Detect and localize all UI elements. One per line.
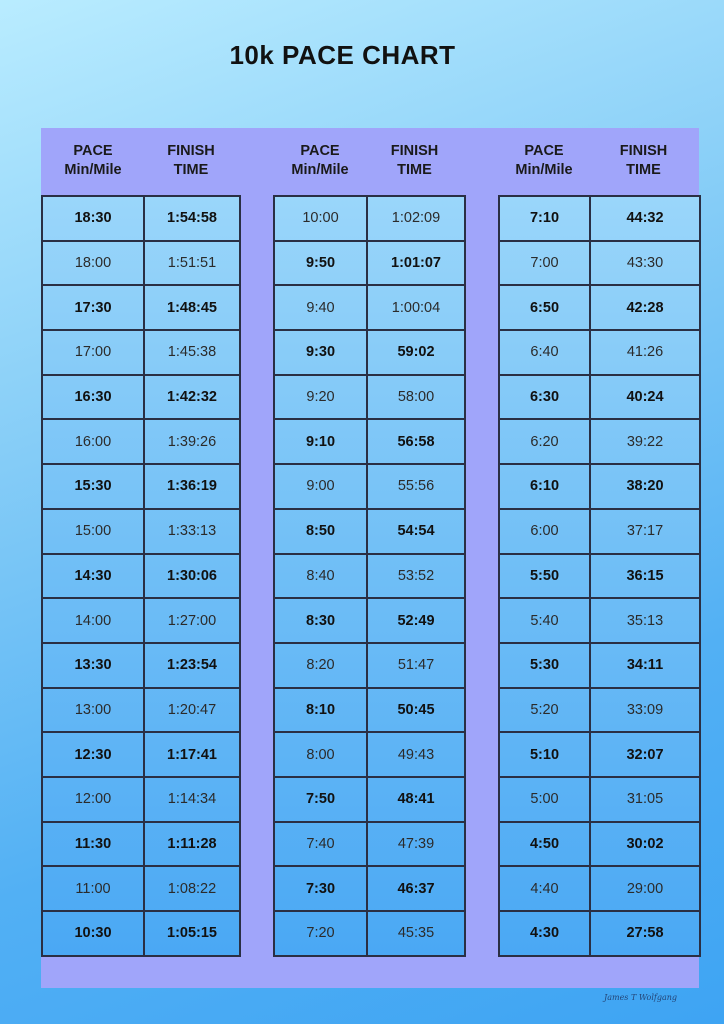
- finish-time-cell: 1:54:58: [144, 196, 240, 241]
- pace-cell: 5:40: [499, 598, 590, 643]
- pace-cell: 7:50: [274, 777, 367, 822]
- finish-time-cell: 1:20:47: [144, 688, 240, 733]
- pace-cell: 9:20: [274, 375, 367, 420]
- table-row: [499, 688, 700, 733]
- table-row: [274, 196, 465, 241]
- pace-cell: 6:30: [499, 375, 590, 420]
- pace-header-3: [499, 142, 589, 180]
- finish-header-line: FINISH: [619, 143, 668, 159]
- pace-cell: 11:30: [42, 822, 144, 867]
- table-row: [499, 777, 700, 822]
- table-row: [42, 732, 240, 777]
- pace-cell: 7:20: [274, 911, 367, 956]
- table-row: [499, 241, 700, 286]
- table-row: [274, 554, 465, 599]
- finish-time-cell: 1:17:41: [144, 732, 240, 777]
- table-row: [42, 598, 240, 643]
- finish-time-cell: 1:48:45: [144, 285, 240, 330]
- table-row: [42, 554, 240, 599]
- table-row: [499, 330, 700, 375]
- pace-cell: 8:00: [274, 732, 367, 777]
- pace-cell: 9:00: [274, 464, 367, 509]
- pace-cell: 12:00: [42, 777, 144, 822]
- pace-cell: 4:50: [499, 822, 590, 867]
- pace-cell: 5:30: [499, 643, 590, 688]
- finish-time-cell: 1:51:51: [144, 241, 240, 286]
- pace-cell: 8:20: [274, 643, 367, 688]
- finish-time-cell: 58:00: [367, 375, 465, 420]
- pace-cell: 5:10: [499, 732, 590, 777]
- finish-time-cell: 1:01:07: [367, 241, 465, 286]
- pace-cell: 16:30: [42, 375, 144, 420]
- pace-table-3: [498, 195, 701, 957]
- table-row: [274, 866, 465, 911]
- finish-time-cell: 27:58: [590, 911, 700, 956]
- finish-time-cell: 43:30: [590, 241, 700, 286]
- finish-time-cell: 1:45:38: [144, 330, 240, 375]
- finish-time-cell: 39:22: [590, 419, 700, 464]
- finish-time-cell: 1:08:22: [144, 866, 240, 911]
- pace-table-2: [273, 195, 466, 957]
- pace-cell: 7:10: [499, 196, 590, 241]
- table-row: [42, 419, 240, 464]
- pace-cell: 14:00: [42, 598, 144, 643]
- finish-time-cell: 1:11:28: [144, 822, 240, 867]
- finish-time-cell: 51:47: [367, 643, 465, 688]
- pace-cell: 4:30: [499, 911, 590, 956]
- finish-header-line: TIME: [626, 162, 661, 178]
- pace-cell: 12:30: [42, 732, 144, 777]
- pace-cell: 6:50: [499, 285, 590, 330]
- finish-header-2: [366, 142, 463, 180]
- table-row: [499, 464, 700, 509]
- table-row: [274, 598, 465, 643]
- pace-cell: 17:00: [42, 330, 144, 375]
- finish-time-cell: 42:28: [590, 285, 700, 330]
- finish-time-cell: 59:02: [367, 330, 465, 375]
- table-row: [499, 196, 700, 241]
- pace-cell: 6:40: [499, 330, 590, 375]
- pace-cell: 8:40: [274, 554, 367, 599]
- pace-cell: 7:00: [499, 241, 590, 286]
- table-row: [499, 822, 700, 867]
- pace-cell: 4:40: [499, 866, 590, 911]
- table-row: [42, 464, 240, 509]
- finish-header-line: FINISH: [390, 143, 439, 159]
- pace-cell: 17:30: [42, 285, 144, 330]
- finish-time-cell: 37:17: [590, 509, 700, 554]
- finish-time-cell: 34:11: [590, 643, 700, 688]
- finish-time-cell: 35:13: [590, 598, 700, 643]
- table-row: [274, 822, 465, 867]
- pace-table-1: [41, 195, 241, 957]
- pace-cell: 6:00: [499, 509, 590, 554]
- pace-cell: 18:30: [42, 196, 144, 241]
- pace-header-line: Min/Mile: [291, 162, 349, 178]
- pace-cell: 11:00: [42, 866, 144, 911]
- pace-cell: 9:30: [274, 330, 367, 375]
- table-row: [42, 330, 240, 375]
- table-row: [499, 375, 700, 420]
- table-row: [274, 688, 465, 733]
- finish-time-cell: 46:37: [367, 866, 465, 911]
- finish-header-line: TIME: [173, 162, 209, 178]
- pace-cell: 10:30: [42, 911, 144, 956]
- finish-time-cell: 31:05: [590, 777, 700, 822]
- finish-time-cell: 49:43: [367, 732, 465, 777]
- finish-header-1: [144, 142, 238, 180]
- pace-header-line: Min/Mile: [64, 162, 122, 178]
- pace-cell: 7:40: [274, 822, 367, 867]
- table-row: [274, 285, 465, 330]
- table-row: [274, 241, 465, 286]
- table-row: [499, 554, 700, 599]
- table-row: [499, 598, 700, 643]
- pace-cell: 15:30: [42, 464, 144, 509]
- table-row: [42, 285, 240, 330]
- pace-cell: 6:10: [499, 464, 590, 509]
- pace-cell: 15:00: [42, 509, 144, 554]
- pace-cell: 9:10: [274, 419, 367, 464]
- table-row: [42, 822, 240, 867]
- pace-cell: 10:00: [274, 196, 367, 241]
- finish-time-cell: 1:33:13: [144, 509, 240, 554]
- finish-time-cell: 1:02:09: [367, 196, 465, 241]
- pace-cell: 7:30: [274, 866, 367, 911]
- pace-cell: 9:40: [274, 285, 367, 330]
- finish-time-cell: 41:26: [590, 330, 700, 375]
- table-row: [42, 866, 240, 911]
- pace-header-1: [42, 142, 144, 180]
- table-row: [274, 419, 465, 464]
- table-row: [42, 911, 240, 956]
- finish-header-line: FINISH: [167, 143, 215, 159]
- pace-header-line: Min/Mile: [515, 162, 573, 178]
- finish-time-cell: 32:07: [590, 732, 700, 777]
- finish-time-cell: 53:52: [367, 554, 465, 599]
- table-row: [42, 777, 240, 822]
- finish-time-cell: 45:35: [367, 911, 465, 956]
- table-row: [42, 688, 240, 733]
- table-row: [274, 330, 465, 375]
- pace-cell: 16:00: [42, 419, 144, 464]
- finish-time-cell: 1:30:06: [144, 554, 240, 599]
- pace-cell: 6:20: [499, 419, 590, 464]
- table-row: [274, 643, 465, 688]
- table-row: [274, 375, 465, 420]
- finish-time-cell: 55:56: [367, 464, 465, 509]
- finish-time-cell: 50:45: [367, 688, 465, 733]
- finish-time-cell: 36:15: [590, 554, 700, 599]
- finish-header-3: [589, 142, 698, 180]
- finish-time-cell: 1:42:32: [144, 375, 240, 420]
- table-row: [274, 509, 465, 554]
- table-row: [274, 911, 465, 956]
- finish-time-cell: 38:20: [590, 464, 700, 509]
- pace-cell: 5:50: [499, 554, 590, 599]
- finish-header-line: TIME: [397, 162, 432, 178]
- page-title: 10k PACE CHART: [229, 40, 456, 70]
- table-row: [42, 375, 240, 420]
- table-row: [499, 911, 700, 956]
- pace-header-line: PACE: [524, 143, 564, 159]
- finish-time-cell: 40:24: [590, 375, 700, 420]
- table-row: [499, 509, 700, 554]
- finish-time-cell: 30:02: [590, 822, 700, 867]
- finish-time-cell: 1:36:19: [144, 464, 240, 509]
- finish-time-cell: 29:00: [590, 866, 700, 911]
- pace-cell: 5:20: [499, 688, 590, 733]
- table-row: [42, 241, 240, 286]
- finish-time-cell: 1:05:15: [144, 911, 240, 956]
- pace-cell: 9:50: [274, 241, 367, 286]
- pace-cell: 14:30: [42, 554, 144, 599]
- finish-time-cell: 1:23:54: [144, 643, 240, 688]
- table-row: [499, 732, 700, 777]
- table-row: [499, 419, 700, 464]
- pace-header-2: [274, 142, 366, 180]
- pace-cell: 13:00: [42, 688, 144, 733]
- finish-time-cell: 1:39:26: [144, 419, 240, 464]
- table-row: [499, 643, 700, 688]
- pace-cell: 8:50: [274, 509, 367, 554]
- signature: James T Wolfgang: [604, 993, 678, 1002]
- finish-time-cell: 1:14:34: [144, 777, 240, 822]
- table-row: [499, 285, 700, 330]
- pace-header-line: PACE: [73, 143, 113, 159]
- pace-cell: 5:00: [499, 777, 590, 822]
- table-row: [42, 509, 240, 554]
- finish-time-cell: 1:00:04: [367, 285, 465, 330]
- pace-cell: 13:30: [42, 643, 144, 688]
- table-row: [42, 196, 240, 241]
- table-row: [274, 464, 465, 509]
- finish-time-cell: 44:32: [590, 196, 700, 241]
- table-row: [274, 732, 465, 777]
- finish-time-cell: 48:41: [367, 777, 465, 822]
- pace-header-line: PACE: [300, 143, 340, 159]
- pace-cell: 8:30: [274, 598, 367, 643]
- table-row: [42, 643, 240, 688]
- pace-cell: 8:10: [274, 688, 367, 733]
- finish-time-cell: 56:58: [367, 419, 465, 464]
- table-row: [499, 866, 700, 911]
- table-row: [274, 777, 465, 822]
- finish-time-cell: 52:49: [367, 598, 465, 643]
- finish-time-cell: 33:09: [590, 688, 700, 733]
- finish-time-cell: 47:39: [367, 822, 465, 867]
- finish-time-cell: 1:27:00: [144, 598, 240, 643]
- finish-time-cell: 54:54: [367, 509, 465, 554]
- pace-cell: 18:00: [42, 241, 144, 286]
